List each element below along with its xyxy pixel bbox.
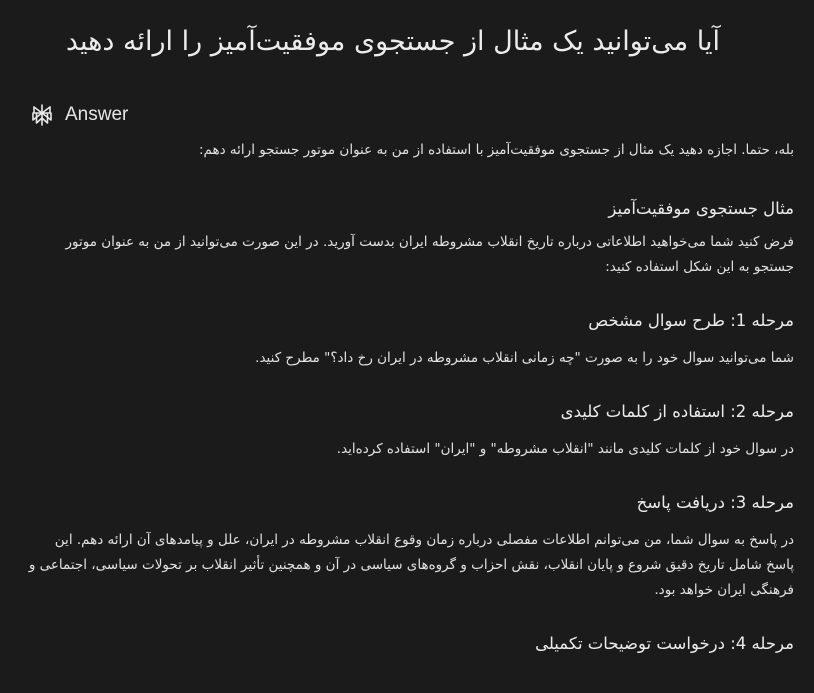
perplexity-logo-icon <box>30 103 54 127</box>
answer-header <box>30 101 128 129</box>
answer-content <box>24 138 794 659</box>
answer-intro: بله، حتما. اجازه دهید یک مثال از جستجوی موفقیت‌آمیز با استفاده از من به عنوان موتور جستجو ارائه دهم: <box>198 142 794 158</box>
step-3-text: در پاسخ به سوال شما، من می‌توانم اطلاعات مفصلی درباره زمان وقوع انقلاب مشروطه در ایران، علل و پیامدهای آن ارائه دهم. این پاسخ شامل تاریخ دقیق شروع و پایان انقلاب، نقش احزاب و گروه‌های سیاسی در آن و همچنین تأثیر انقلاب بر تحولات سیاسی، اجتماعی و فرهنگی ایران خواهد بود. <box>28 532 794 598</box>
answer-label: Answer <box>65 104 129 125</box>
section-heading: مثال جستجوی موفقیت‌آمیز <box>608 199 794 218</box>
step-2-heading: مرحله 2: استفاده از کلمات کلیدی <box>560 402 794 421</box>
step-3-heading: مرحله 3: دریافت پاسخ <box>636 493 794 512</box>
question-title: آیا می‌توانید یک مثال از جستجوی موفقیت‌آمیز را ارائه دهید <box>65 26 720 57</box>
step-4-heading: مرحله 4: درخواست توضیحات تکمیلی <box>535 634 794 653</box>
step-1-heading: مرحله 1: طرح سوال مشخص <box>588 311 794 330</box>
section-paragraph: فرض کنید شما می‌خواهید اطلاعاتی درباره تاریخ انقلاب مشروطه ایران بدست آورید. در این صورت می‌توانید از من به عنوان موتور جستجو به این شکل استفاده کنید: <box>65 234 794 275</box>
step-1-text: شما می‌توانید سوال خود را به صورت "چه زمانی انقلاب مشروطه در ایران رخ داد؟" مطرح کنید. <box>255 350 794 366</box>
step-2-text: در سوال خود از کلمات کلیدی مانند "انقلاب مشروطه" و "ایران" استفاده کرده‌اید. <box>336 441 794 457</box>
